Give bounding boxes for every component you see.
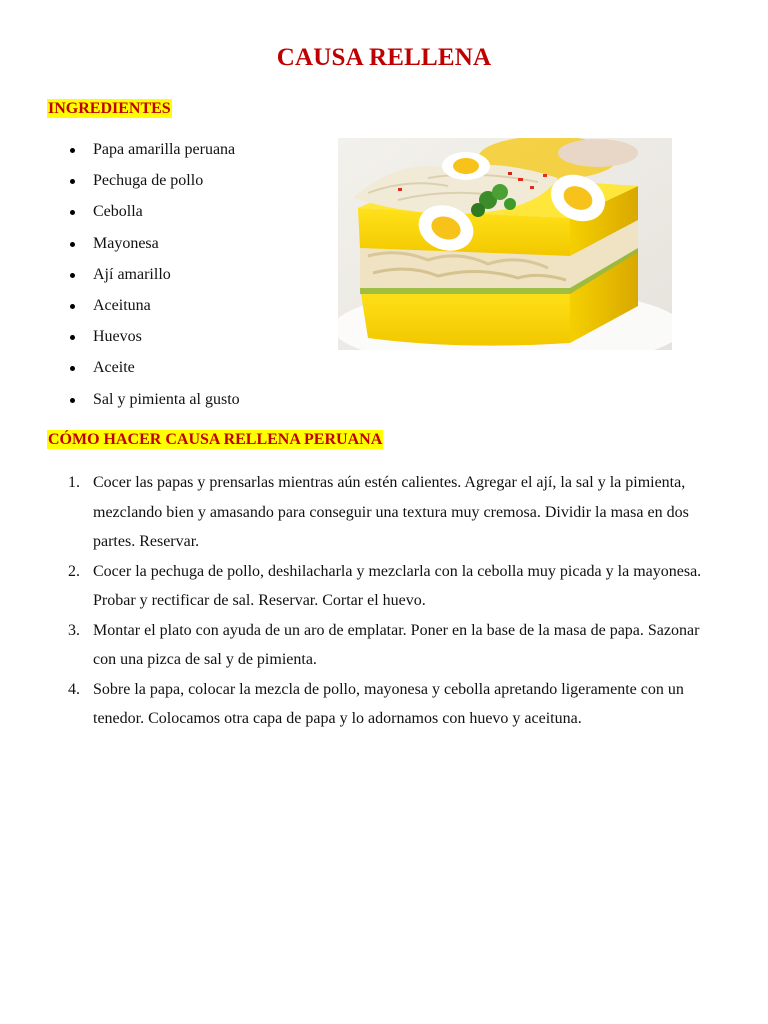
bullet-icon xyxy=(70,304,75,309)
ingredient-label: Papa amarilla peruana xyxy=(93,141,236,158)
bullet-icon xyxy=(70,179,75,184)
bullet-icon xyxy=(70,398,75,403)
step-number: 4. xyxy=(68,680,80,698)
list-item xyxy=(66,327,240,358)
ingredient-label: Mayonesa xyxy=(93,234,159,252)
list-item xyxy=(66,358,240,389)
bullet-icon xyxy=(70,366,75,371)
step-text: Cocer la pechuga de pollo, deshilacharla y mezclarla con la cebolla muy picada y la mayonesa. Probar y rectificar de sal. Reservar. Cortar el huevo. xyxy=(93,562,702,609)
method-heading: CÓMO HACER CAUSA RELLENA PERUANA xyxy=(48,431,383,448)
step-number: 3. xyxy=(68,621,80,639)
step-item xyxy=(66,557,726,616)
bullet-icon xyxy=(70,242,75,247)
ingredient-label: Ají amarillo xyxy=(93,265,171,283)
bullet-icon xyxy=(70,210,75,215)
ingredient-label: Sal y pimienta al gusto xyxy=(93,390,240,408)
ingredient-label: Aceituna xyxy=(93,296,151,314)
page-title: CAUSA RELLENA xyxy=(276,44,492,71)
bullet-icon xyxy=(70,335,75,340)
ingredients-list xyxy=(66,140,240,421)
ingredients-heading: INGREDIENTES xyxy=(48,100,171,117)
list-item xyxy=(66,171,240,202)
bullet-icon xyxy=(70,273,75,278)
list-item xyxy=(66,202,240,233)
step-number: 2. xyxy=(68,562,80,580)
ingredient-label: Pechuga de pollo xyxy=(93,172,204,190)
list-item xyxy=(66,265,240,296)
ingredient-label: Huevos xyxy=(93,328,142,346)
step-text: Montar el plato con ayuda de un aro de emplatar. Poner en la base de la masa de papa. Sazonar con una pizca de sal y de pimienta. xyxy=(93,621,700,668)
step-text: Cocer las papas y prensarlas mientras aún estén calientes. Agregar el ají, la sal y la pimienta, mezclando bien y amasando para conseguir una textura muy cremosa. Dividir la masa en dos partes. Reservar. xyxy=(93,474,689,550)
list-item xyxy=(66,234,240,265)
step-item xyxy=(66,468,726,557)
step-text: Sobre la papa, colocar la mezcla de pollo, mayonesa y cebolla apretando ligeramente con un tenedor. Colocamos otra capa de papa y lo adornamos con huevo y aceituna. xyxy=(93,680,684,727)
list-item xyxy=(66,140,240,171)
ingredient-label: Cebolla xyxy=(93,203,143,221)
causa-rellena-photo xyxy=(338,138,672,350)
method-steps xyxy=(66,468,726,734)
ingredient-label: Aceite xyxy=(93,359,135,377)
list-item xyxy=(66,390,240,421)
step-item xyxy=(66,675,726,734)
bullet-icon xyxy=(70,148,75,153)
step-number: 1. xyxy=(68,474,80,491)
list-item xyxy=(66,296,240,327)
step-item xyxy=(66,616,726,675)
